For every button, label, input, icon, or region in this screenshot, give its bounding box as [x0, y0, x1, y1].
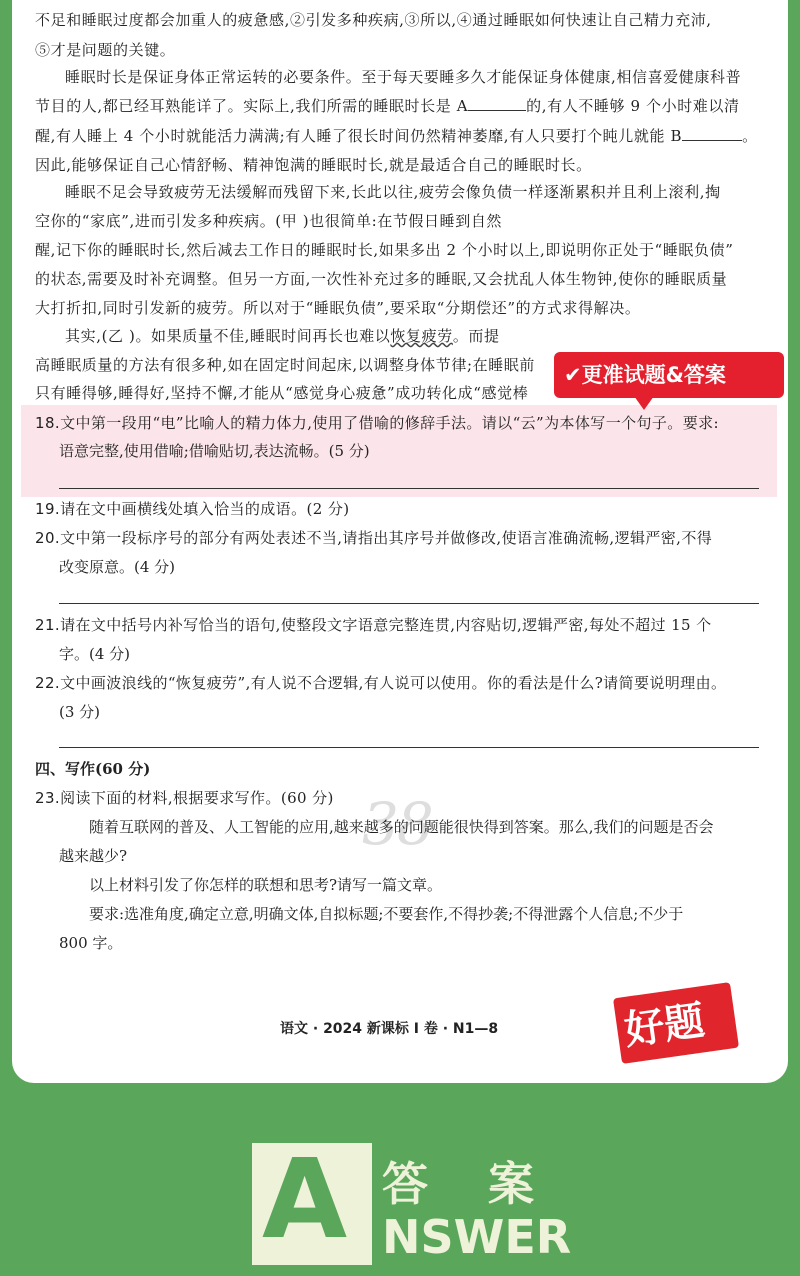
question-20 — [35, 523, 712, 553]
passage-text: 节目的人,都已经耳熟能详了。实际上,我们所需的睡眠时长是 A — [35, 97, 469, 115]
prompt-text: 以上材料引发了你怎样的联想和思考?请写一篇文章。 — [89, 876, 443, 894]
passage-line: ⑤才是问题的关键。 — [35, 41, 176, 59]
watermark-logo: 38 — [362, 790, 432, 858]
question-21 — [35, 610, 712, 640]
material-text: 随着互联网的普及、人工智能的应用,越来越多的问题能很快得到答案。那么,我们的问题是否会 — [89, 818, 714, 836]
passage-line: 只有睡得够,睡得好,坚持不懈,才能从“感觉身心疲惫”成功转化成“感觉棒 — [35, 384, 529, 402]
blank-a — [468, 110, 526, 111]
question-text: (3 分) — [59, 703, 101, 721]
wavy-phrase: 恢复疲劳 — [390, 327, 453, 345]
requirement-text: 800 字。 — [59, 934, 123, 952]
passage-line: 因此,能够保证自己心情舒畅、精神饱满的睡眠时长,就是最适合自己的睡眠时长。 — [35, 156, 592, 174]
question-number: 20. — [35, 529, 61, 547]
passage-line — [35, 321, 500, 351]
question-text: 文中第一段用“电”比喻人的精力体力,使用了借喻的修辞手法。请以“云”为本体写一个句子。要求: — [60, 414, 719, 432]
answer-line[interactable] — [59, 603, 759, 604]
answer-line[interactable] — [59, 747, 759, 748]
question-23 — [35, 783, 334, 813]
haoti-stamp-label: 好题 — [621, 997, 708, 1055]
question-text: 字。(4 分) — [59, 645, 131, 663]
question-number: 22. — [35, 674, 61, 692]
passage-text: 的,有人不睡够 9 个小时难以清 — [526, 97, 740, 115]
question-text: 文中第一段标序号的部分有两处表述不当,请指出其序号并做修改,使语言准确流畅,逻辑严密,不得 — [60, 529, 713, 547]
question-number: 19. — [35, 500, 61, 518]
material-text: 越来越少? — [59, 847, 128, 865]
passage-line: 大打折扣,同时引发新的疲劳。所以对于“睡眠负债”,要采取“分期偿还”的方式求得解决。 — [35, 299, 641, 317]
question-text: 请在文中画横线处填入恰当的成语。(2 分) — [60, 500, 350, 518]
passage-line: 醒,记下你的睡眠时长,然后减去工作日的睡眠时长,如果多出 2 个小时以上,即说明你正处于“睡眠负债” — [35, 241, 734, 259]
passage-line: 不足和睡眠过度都会加重人的疲惫感,②引发多种疾病,③所以,④通过睡眠如何快速让自己精力充沛, — [35, 11, 712, 29]
passage-text: 其实,(乙 )。如果质量不佳,睡眠时间再长也难以 — [65, 327, 391, 345]
answer-title-en: NSWER — [382, 1210, 572, 1264]
question-18 — [35, 408, 719, 438]
passage-line: 睡眠时长是保证身体正常运转的必要条件。至于每天要睡多久才能保证身体健康,相信喜爱健康科普 — [65, 68, 742, 86]
answer-line[interactable] — [59, 488, 759, 489]
passage-line: 的状态,需要及时补充调整。但另一方面,一次性补充过多的睡眠,又会扰乱人体生物钟,使你的睡眠质量 — [35, 270, 728, 288]
page-footer: 语文 · 2024 新课标 Ⅰ 卷 · N1—8 — [280, 1021, 499, 1037]
exam-paper — [12, 0, 788, 1083]
question-22 — [35, 668, 726, 698]
passage-text: 。而提 — [452, 327, 500, 345]
more-questions-banner[interactable]: ✔更准试题&答案 — [554, 352, 784, 398]
answer-letter: A — [262, 1135, 348, 1263]
passage-line: 空你的“家底”,进而引发多种疾病。(甲 )也很简单:在节假日睡到自然 — [35, 212, 503, 230]
passage-text: 。 — [742, 127, 758, 145]
question-number: 18. — [35, 414, 61, 432]
question-number: 21. — [35, 616, 61, 634]
question-text: 请在文中括号内补写恰当的语句,使整段文字语意完整连贯,内容贴切,逻辑严密,每处不超过 15 个 — [60, 616, 712, 634]
writing-section-title: 四、写作(60 分) — [35, 760, 151, 778]
question-number: 23. — [35, 789, 61, 807]
question-text: 改变原意。(4 分) — [59, 558, 176, 576]
question-text: 文中画波浪线的“恢复疲劳”,有人说不合逻辑,有人说可以使用。你的看法是什么?请简要说明理由。 — [60, 674, 727, 692]
passage-text: 醒,有人睡上 4 个小时就能活力满满;有人睡了很长时间仍然精神萎靡,有人只要打个盹儿就能 B — [35, 127, 683, 145]
passage-line: 高睡眠质量的方法有很多种,如在固定时间起床,以调整身体节律;在睡眠前 — [35, 356, 535, 374]
question-text: 阅读下面的材料,根据要求写作。(60 分) — [60, 789, 334, 807]
requirement-text: 要求:选准角度,确定立意,明确文体,自拟标题;不要套作,不得抄袭;不得泄露个人信息;不少于 — [89, 905, 684, 923]
passage-line — [35, 121, 758, 151]
blank-b — [682, 140, 742, 141]
question-19 — [35, 494, 349, 524]
question-text: 语意完整,使用借喻;借喻贴切,表达流畅。(5 分) — [59, 442, 370, 460]
answer-title-cn: 答案 — [382, 1157, 594, 1211]
passage-line — [35, 91, 740, 121]
passage-line: 睡眠不足会导致疲劳无法缓解而残留下来,长此以往,疲劳会像负债一样逐渐累积并且利上滚利,掏 — [65, 183, 721, 201]
